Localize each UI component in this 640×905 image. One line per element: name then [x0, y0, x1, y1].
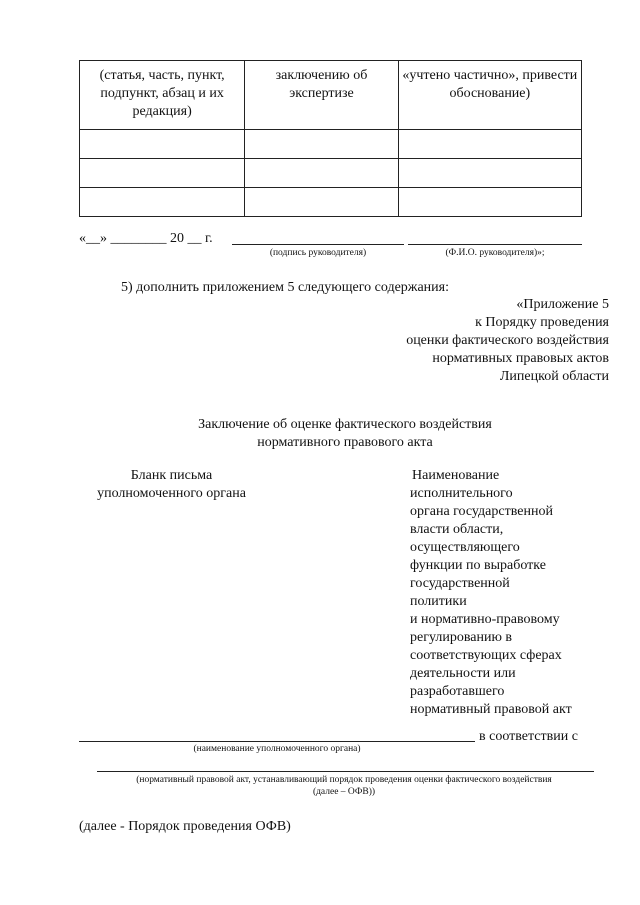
table-cell: [80, 130, 245, 159]
appendix-line: оценки фактического воздействия: [406, 333, 609, 348]
table-header-cell: заключению об экспертизе: [245, 61, 398, 130]
recipient-line: и нормативно-правовому: [410, 612, 560, 627]
table-header-row: [80, 61, 582, 130]
name-caption: (Ф.И.О. руководителя)»;: [445, 248, 545, 258]
table-header-cell: (статья, часть, пункт, подпункт, абзац и их редакция): [80, 61, 245, 130]
recipient-line: Наименование: [412, 468, 500, 483]
table-header-cell: «учтено частично», привести обоснование): [398, 61, 581, 130]
recipient-line: соответствующих сферах: [410, 648, 562, 663]
recipient-block: [410, 467, 610, 719]
recipient-line: государственной: [410, 576, 510, 591]
title-line: Заключение об оценке фактического воздействия: [198, 417, 492, 432]
date-line: «__» ________ 20 __ г.: [79, 231, 213, 246]
item-5-text: 5) дополнить приложением 5 следующего содержания:: [121, 280, 449, 295]
table-cell: [80, 188, 245, 217]
table-cell: [398, 130, 581, 159]
letter-blank-line: уполномоченного органа: [97, 486, 246, 501]
recipient-line: регулированию в: [410, 630, 513, 645]
signature-caption: (подпись руководителя): [269, 248, 367, 258]
accordance-text: в соответствии с: [479, 729, 578, 744]
comments-table: [79, 60, 582, 217]
letter-blank-line: Бланк письма: [130, 468, 213, 483]
table-row: [80, 159, 582, 188]
table-row: [80, 130, 582, 159]
legal-act-caption: [79, 774, 609, 798]
document-title: [100, 416, 590, 452]
recipient-line: исполнительного: [410, 486, 513, 501]
letter-blank-label: [79, 467, 264, 503]
table-cell: [80, 159, 245, 188]
legal-act-caption-line: (нормативный правовой акт, устанавливающий порядок проведения оценки фактического воздействия: [136, 775, 552, 785]
recipient-line: политики: [410, 594, 467, 609]
appendix-line: нормативных правовых актов: [432, 351, 609, 366]
appendix-header: [330, 296, 609, 386]
appendix-line: к Порядку проведения: [475, 315, 609, 330]
authority-name-caption: (наименование уполномоченного органа): [193, 744, 361, 754]
signature-underline: [232, 244, 404, 245]
recipient-line: разработавшего: [410, 684, 505, 699]
recipient-line: деятельности или: [410, 666, 516, 681]
table-row: [80, 188, 582, 217]
legal-act-caption-line: (далее – ОФВ)): [312, 787, 376, 797]
table-cell: [245, 130, 398, 159]
title-line: нормативного правового акта: [257, 435, 433, 450]
recipient-line: власти области,: [410, 522, 504, 537]
appendix-line: Липецкой области: [499, 369, 609, 384]
name-underline: [408, 244, 582, 245]
table-cell: [245, 159, 398, 188]
table-cell: [245, 188, 398, 217]
legal-act-underline: [97, 771, 594, 772]
recipient-line: нормативный правовой акт: [410, 702, 572, 717]
table-cell: [398, 159, 581, 188]
authority-name-underline: [79, 741, 475, 742]
table-cell: [398, 188, 581, 217]
recipient-line: функции по выработке: [410, 558, 546, 573]
recipient-line: осуществляющего: [410, 540, 520, 555]
procedure-note: (далее - Порядок проведения ОФВ): [79, 819, 291, 834]
recipient-line: органа государственной: [410, 504, 553, 519]
appendix-line: «Приложение 5: [516, 297, 609, 312]
